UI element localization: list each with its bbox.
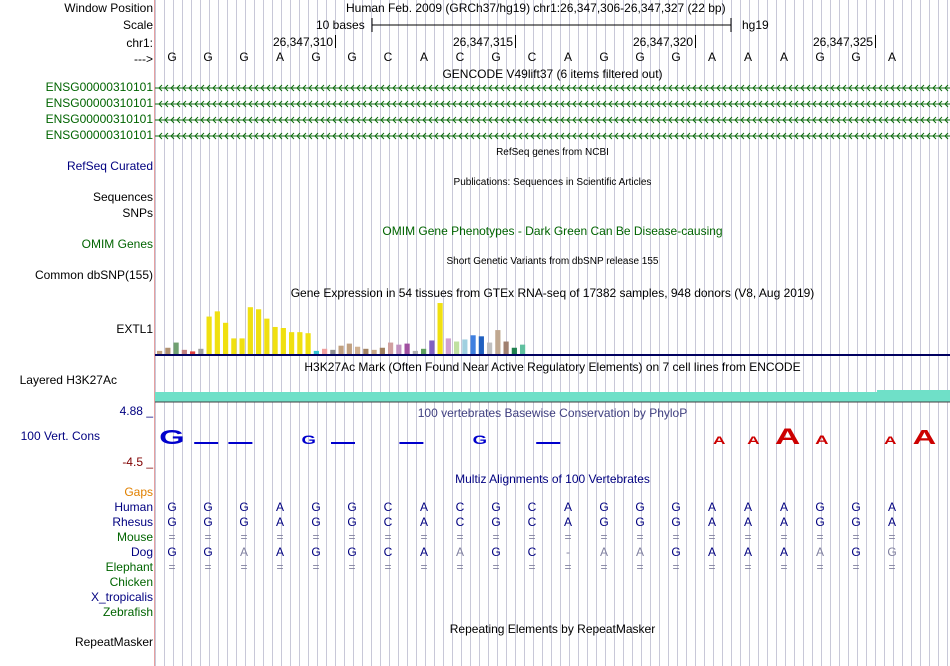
alignment-base: C [383,545,393,559]
gtex-tissue-bar[interactable] [413,351,418,354]
alignment-base: C [527,500,537,514]
alignment-base: G [491,515,501,529]
alignment-base: = [528,530,536,544]
alignment-base: C [383,515,393,529]
sequence-base: A [563,50,572,64]
alignment-base: G [671,545,681,559]
strand-arrow-label[interactable]: ---> [134,52,153,66]
extl1-label[interactable]: EXTL1 [116,322,153,336]
h3k27ac-title: H3K27Ac Mark (Often Found Near Active Regulatory Elements) on 7 cell lines from ENCODE [304,360,801,374]
alignment-base: A [239,545,248,559]
alignment-base: = [168,530,176,544]
alignment-base: = [348,530,356,544]
repeatmasker-label[interactable]: RepeatMasker [74,635,153,649]
cons-label[interactable]: 100 Vert. Cons [20,429,100,443]
alignment-base: A [707,545,716,559]
alignment-base: = [780,530,788,544]
phylop-logo-letter: A [712,435,726,447]
sequence-base: A [743,50,752,64]
scale-bar [369,16,735,34]
gtex-tissue-bar[interactable] [157,351,162,354]
alignment-base: = [420,530,428,544]
gene-label-ensg-4[interactable]: ENSG00000310101 [45,128,153,142]
alignment-base: G [851,515,861,529]
gtex-tissue-bar[interactable] [215,311,220,354]
gtex-tissue-bar[interactable] [165,348,170,354]
dbsnp-label[interactable]: Common dbSNP(155) [34,268,153,282]
alignment-base: A [743,500,752,514]
alignment-base: A [599,545,608,559]
alignment-base: C [455,500,465,514]
alignment-base: = [636,530,644,544]
sequence-base: G [851,50,861,64]
phylop-logo-letter: A [774,426,801,450]
alignment-base: = [888,530,896,544]
sequence-base: A [275,50,284,64]
species-xtropicalis-label[interactable]: X_tropicalis [90,590,153,604]
gtex-tissue-bar[interactable] [495,330,500,354]
alignment-base: = [636,560,644,574]
multiz-title: Multiz Alignments of 100 Vertebrates [455,472,650,486]
gtex-tissue-bar[interactable] [190,351,195,354]
gtex-tissue-bar[interactable] [487,343,492,354]
gtex-tissue-bar[interactable] [504,342,509,354]
alignment-base: A [779,545,788,559]
omim-label[interactable]: OMIM Genes [81,237,153,251]
gtex-tissue-bar[interactable] [256,309,261,354]
gtex-tissue-bar[interactable] [264,319,269,354]
phylop-logo-letter: G [159,426,185,449]
gtex-tissue-bar[interactable] [363,349,368,354]
sequence-base: G [167,50,177,64]
alignment-base: A [779,500,788,514]
alignment-base: = [564,530,572,544]
gtex-tissue-bar[interactable] [314,351,319,354]
alignment-base: = [744,560,752,574]
alignment-base: = [744,530,752,544]
phylop-logo-letter: A [747,435,760,447]
gtex-tissue-bar[interactable] [372,350,377,354]
alignment-base: A [563,500,572,514]
gencode-gene-models[interactable] [155,80,950,144]
gtex-tissue-bar[interactable] [355,347,360,354]
alignment-base: G [239,500,249,514]
phylop-logo-letter: G [301,434,317,447]
alignment-base: A [887,500,896,514]
sequence-base: G [599,50,609,64]
alignment-base: A [419,545,428,559]
alignment-base: A [743,545,752,559]
alignment-base: G [491,545,501,559]
alignment-base: = [888,560,896,574]
alignment-base: G [167,545,177,559]
gtex-tissue-bar[interactable] [240,338,245,354]
gencode-title: GENCODE V49lift37 (6 items filtered out) [442,67,663,81]
gtex-tissue-bar[interactable] [322,349,327,354]
alignment-base: - [566,545,570,559]
alignment-base: = [384,560,392,574]
snps-label[interactable]: SNPs [122,206,153,220]
track-image-area[interactable] [155,0,950,666]
alignment-base: A [275,545,284,559]
alignment-base: A [275,515,284,529]
alignment-base: G [203,545,213,559]
alignment-base: A [275,500,284,514]
dbsnp-title: Short Genetic Variants from dbSNP release 155 [446,256,659,267]
gtex-tissue-bar[interactable] [339,346,344,354]
gtex-tissue-bar[interactable] [512,348,517,354]
cons-max-label: 4.88 _ [119,404,153,418]
sequences-label[interactable]: Sequences [92,190,153,204]
alignment-base: = [708,530,716,544]
coordinate-tick-label: 26,347,325 [812,35,873,49]
sequence-base: A [707,50,716,64]
species-elephant-label[interactable]: Elephant [105,560,153,574]
gene-label-ensg-1[interactable]: ENSG00000310101 [45,80,153,94]
species-chicken-label[interactable]: Chicken [109,575,153,589]
gtex-tissue-bar[interactable] [454,342,459,354]
alignment-base: = [348,560,356,574]
alignment-base: = [312,560,320,574]
alignment-base: = [456,530,464,544]
gtex-tissue-bar[interactable] [438,303,443,354]
refseq-title: RefSeq genes from NCBI [496,147,609,158]
sequence-base: C [383,50,393,64]
alignment-base: A [563,515,572,529]
gtex-tissue-bar[interactable] [273,327,278,354]
gtex-tissue-bar[interactable] [479,336,484,354]
coordinate-tick [875,35,876,48]
coordinate-tick-label: 26,347,320 [632,35,693,49]
sequence-base: G [311,50,321,64]
alignment-base: A [635,545,644,559]
alignment-base: G [815,500,825,514]
alignment-base: = [816,560,824,574]
phylop-logo-letter: A [815,434,829,447]
gtex-tissue-bar[interactable] [380,348,385,354]
gtex-tissue-bar[interactable] [182,350,187,354]
sequence-base: G [347,50,357,64]
alignment-base: C [383,500,393,514]
alignment-base: C [527,515,537,529]
repeatmasker-title: Repeating Elements by RepeatMasker [449,622,656,636]
alignment-base: A [707,500,716,514]
scale-bar-text: 10 bases [316,18,365,32]
alignment-base: G [347,515,357,529]
gtex-tissue-bar[interactable] [198,349,203,354]
scale-label: Scale [122,18,153,32]
alignment-base: A [779,515,788,529]
alignment-base: = [780,560,788,574]
alignment-base: C [455,515,465,529]
species-dog-label[interactable]: Dog [130,545,153,559]
assembly-position-text: Human Feb. 2009 (GRCh37/hg19) chr1:26,347,306-26,347,327 (22 bp) [346,1,726,15]
scale-db-text: hg19 [742,18,769,32]
gtex-tissue-bar[interactable] [429,340,434,354]
gtex-tissue-bar[interactable] [421,349,426,354]
phylop-title: 100 vertebrates Basewise Conservation by PhyloP [417,406,688,420]
alignment-base: = [672,560,680,574]
alignment-base: = [708,560,716,574]
alignment-base: = [492,560,500,574]
sequence-base: A [779,50,788,64]
h3k27ac-signal[interactable] [155,388,950,404]
gtex-tissue-bar[interactable] [405,344,410,354]
alignment-base: = [384,530,392,544]
alignment-base: G [203,515,213,529]
gtex-tissue-bar[interactable] [446,338,451,354]
gtex-tissue-bar[interactable] [388,343,393,354]
phylop-logo-letter: G [472,434,488,447]
gtex-title: Gene Expression in 54 tissues from GTEx RNA-seq of 17382 samples, 948 donors (V8, Aug 2019) [290,286,815,300]
gene-label-ensg-3[interactable]: ENSG00000310101 [45,112,153,126]
omim-title: OMIM Gene Phenotypes - Dark Green Can Be Disease-causing [382,224,723,238]
alignment-base: G [347,545,357,559]
species-human-label[interactable]: Human [114,500,153,514]
alignment-base: = [276,530,284,544]
gtex-tissue-bar[interactable] [297,332,302,354]
alignment-base: G [851,545,861,559]
coordinate-tick [695,35,696,48]
alignment-base: G [239,515,249,529]
alignment-base: G [887,545,897,559]
alignment-base: A [455,545,464,559]
alignment-base: A [743,515,752,529]
sequence-base: G [239,50,249,64]
alignment-base: C [527,545,537,559]
sequence-base: G [635,50,645,64]
phylop-logo-letter: A [912,426,937,449]
track-label-column [0,0,153,666]
gtex-tissue-bar[interactable] [174,343,179,354]
alignment-base: = [168,560,176,574]
alignment-base: = [420,560,428,574]
alignment-base: = [276,560,284,574]
alignment-base: A [419,515,428,529]
alignment-base: = [240,560,248,574]
h3k27ac-label[interactable]: Layered H3K27Ac [19,373,117,387]
alignment-base: G [671,500,681,514]
alignment-base: = [600,530,608,544]
alignment-base: G [347,500,357,514]
sequence-base: C [527,50,537,64]
cons-min-label: -4.5 _ [122,455,153,469]
sequence-base: A [419,50,428,64]
gaps-label[interactable]: Gaps [124,485,153,499]
alignment-base: G [851,500,861,514]
species-mouse-label[interactable]: Mouse [116,530,153,544]
alignment-base: G [491,500,501,514]
species-rhesus-label[interactable]: Rhesus [112,515,153,529]
gtex-tissue-bar[interactable] [289,332,294,354]
refseq-label[interactable]: RefSeq Curated [66,159,153,173]
alignment-base: = [204,560,212,574]
gtex-tissue-bar[interactable] [223,323,228,354]
gtex-tissue-bar[interactable] [347,344,352,354]
gtex-expression-bars[interactable] [155,298,950,356]
gene-label-ensg-2[interactable]: ENSG00000310101 [45,96,153,110]
alignment-base: G [635,500,645,514]
alignment-base: = [672,530,680,544]
gtex-tissue-bar[interactable] [520,345,525,354]
sequence-base: A [887,50,896,64]
publications-title: Publications: Sequences in Scientific Articles [453,177,652,188]
alignment-base: = [528,560,536,574]
gtex-tissue-bar[interactable] [281,328,286,354]
coordinate-tick [335,35,336,48]
alignment-base: A [815,545,824,559]
alignment-base: = [600,560,608,574]
phylop-logo-letter: A [883,435,897,447]
alignment-base: G [635,515,645,529]
alignment-base: G [311,515,321,529]
gtex-tissue-bar[interactable] [207,317,212,354]
gtex-tissue-bar[interactable] [471,335,476,354]
gtex-tissue-bar[interactable] [330,350,335,354]
alignment-base: G [599,500,609,514]
alignment-base: = [852,560,860,574]
coordinate-tick [515,35,516,48]
alignment-base: = [204,530,212,544]
gtex-tissue-bar[interactable] [231,338,236,354]
alignment-base: A [887,515,896,529]
alignment-base: A [419,500,428,514]
gtex-tissue-bar[interactable] [248,307,253,354]
alignment-base: = [492,530,500,544]
alignment-base: = [852,530,860,544]
alignment-base: = [816,530,824,544]
chr-label: chr1: [126,36,153,50]
alignment-base: G [311,545,321,559]
phylop-conservation[interactable] [155,426,950,452]
alignment-base: = [312,530,320,544]
sequence-base: C [455,50,465,64]
sequence-base: G [491,50,501,64]
alignment-base: G [167,515,177,529]
gtex-tissue-bar[interactable] [396,345,401,354]
alignment-base: G [203,500,213,514]
alignment-base: G [311,500,321,514]
alignment-base: = [564,560,572,574]
window-position-label: Window Position [64,1,153,15]
coordinate-tick-label: 26,347,310 [272,35,333,49]
sequence-base: G [203,50,213,64]
gtex-tissue-bar[interactable] [462,339,467,354]
species-zebrafish-label[interactable]: Zebrafish [102,605,153,619]
coordinate-tick-label: 26,347,315 [452,35,513,49]
alignment-base: G [815,515,825,529]
sequence-base: G [815,50,825,64]
sequence-base: G [671,50,681,64]
gtex-tissue-bar[interactable] [306,333,311,354]
alignment-base: = [456,560,464,574]
alignment-base: G [671,515,681,529]
alignment-base: G [599,515,609,529]
alignment-base: G [167,500,177,514]
alignment-base: A [707,515,716,529]
alignment-base: = [240,530,248,544]
